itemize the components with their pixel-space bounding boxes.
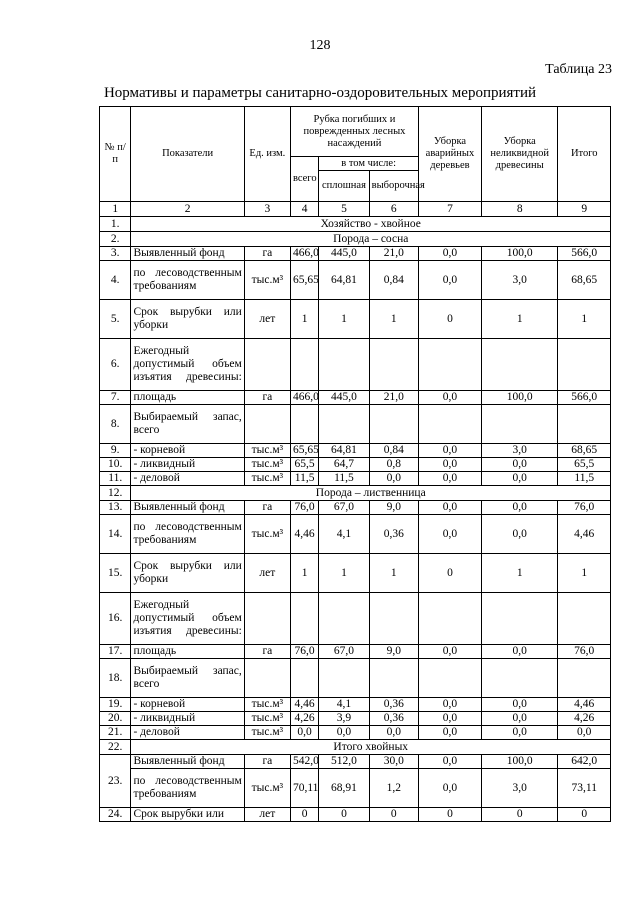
row-number: 1. bbox=[100, 217, 131, 232]
indicator-label: Срок вырубки или уборки bbox=[131, 554, 244, 593]
table-row bbox=[100, 769, 611, 808]
section-title: Хозяйство - хвойное bbox=[131, 217, 611, 232]
indicator-label: Срок вырубки или уборки bbox=[131, 300, 244, 339]
value-cell: 0,0 bbox=[481, 726, 558, 740]
value-cell: 0 bbox=[558, 808, 611, 822]
table-row bbox=[100, 247, 611, 261]
value-cell bbox=[418, 659, 481, 698]
indicator-label: - деловой bbox=[131, 472, 244, 486]
row-number: 4. bbox=[100, 261, 131, 300]
value-cell: 0,0 bbox=[369, 472, 418, 486]
value-cell: 1 bbox=[558, 554, 611, 593]
indicator-label: Выявленный фонд bbox=[131, 501, 244, 515]
value-cell: 76,0 bbox=[290, 645, 318, 659]
value-cell: 64,7 bbox=[319, 458, 369, 472]
value-cell: 1 bbox=[369, 554, 418, 593]
value-cell: 1 bbox=[369, 300, 418, 339]
table-row bbox=[100, 405, 611, 444]
value-cell: 9,0 bbox=[369, 501, 418, 515]
value-cell: 0,36 bbox=[369, 515, 418, 554]
value-cell: 68,65 bbox=[558, 444, 611, 458]
indicator-label: Выбираемый запас, всего bbox=[131, 405, 244, 444]
indicator-label: Ежегодный допустимый объем изъятия древесины: bbox=[131, 593, 244, 645]
section-title: Итого хвойных bbox=[131, 740, 611, 755]
value-cell: 0,0 bbox=[418, 712, 481, 726]
value-cell: 11,5 bbox=[290, 472, 318, 486]
value-cell: 445,0 bbox=[319, 247, 369, 261]
value-cell: 0,0 bbox=[290, 726, 318, 740]
value-cell: 11,5 bbox=[319, 472, 369, 486]
row-number: 3. bbox=[100, 247, 131, 261]
value-cell bbox=[369, 405, 418, 444]
unit-cell: лет bbox=[244, 808, 290, 822]
col-number: 5 bbox=[319, 202, 369, 217]
value-cell: 1 bbox=[319, 300, 369, 339]
section-row bbox=[100, 232, 611, 247]
table-row bbox=[100, 458, 611, 472]
header-selective: выборочная bbox=[369, 171, 418, 202]
row-number: 7. bbox=[100, 391, 131, 405]
indicator-label: Выявленный фонд bbox=[131, 247, 244, 261]
col-number: 9 bbox=[558, 202, 611, 217]
indicator-label: Выявленный фонд bbox=[131, 755, 244, 769]
value-cell: 0,84 bbox=[369, 444, 418, 458]
unit-cell: тыс.м³ bbox=[244, 712, 290, 726]
value-cell: 0,0 bbox=[369, 726, 418, 740]
table-row bbox=[100, 300, 611, 339]
value-cell: 100,0 bbox=[481, 755, 558, 769]
header-itogo: Итого bbox=[558, 107, 611, 202]
table-row bbox=[100, 808, 611, 822]
col-number: 1 bbox=[100, 202, 131, 217]
value-cell: 30,0 bbox=[369, 755, 418, 769]
indicator-label: - деловой bbox=[131, 726, 244, 740]
col-number: 4 bbox=[290, 202, 318, 217]
row-number: 19. bbox=[100, 698, 131, 712]
unit-cell: га bbox=[244, 645, 290, 659]
value-cell: 542,0 bbox=[290, 755, 318, 769]
value-cell: 0,0 bbox=[481, 712, 558, 726]
value-cell: 3,0 bbox=[481, 769, 558, 808]
indicator-label: Срок вырубки или bbox=[131, 808, 244, 822]
value-cell: 9,0 bbox=[369, 645, 418, 659]
value-cell: 1 bbox=[290, 554, 318, 593]
value-cell: 0 bbox=[418, 554, 481, 593]
row-number: 15. bbox=[100, 554, 131, 593]
value-cell: 4,46 bbox=[290, 515, 318, 554]
row-number: 12. bbox=[100, 486, 131, 501]
table-row bbox=[100, 515, 611, 554]
header-indicator: Показатели bbox=[131, 107, 244, 202]
row-number: 6. bbox=[100, 339, 131, 391]
value-cell bbox=[290, 593, 318, 645]
value-cell: 642,0 bbox=[558, 755, 611, 769]
value-cell: 0,0 bbox=[481, 698, 558, 712]
table-row bbox=[100, 659, 611, 698]
unit-cell bbox=[244, 593, 290, 645]
value-cell: 0,84 bbox=[369, 261, 418, 300]
value-cell: 445,0 bbox=[319, 391, 369, 405]
value-cell bbox=[558, 405, 611, 444]
table-label: Таблица 23 bbox=[545, 62, 612, 77]
value-cell: 65,5 bbox=[558, 458, 611, 472]
header-illiquid: Уборка неликвидной древесины bbox=[481, 107, 558, 202]
unit-cell: тыс.м³ bbox=[244, 769, 290, 808]
row-number: 22. bbox=[100, 740, 131, 755]
indicator-label: площадь bbox=[131, 645, 244, 659]
table-body bbox=[100, 217, 611, 822]
indicator-label: - корневой bbox=[131, 444, 244, 458]
value-cell: 73,11 bbox=[558, 769, 611, 808]
row-number: 24. bbox=[100, 808, 131, 822]
value-cell: 1 bbox=[558, 300, 611, 339]
table-row bbox=[100, 444, 611, 458]
table-row bbox=[100, 712, 611, 726]
value-cell: 0,0 bbox=[418, 472, 481, 486]
section-title: Порода – лиственница bbox=[131, 486, 611, 501]
unit-cell: тыс.м³ bbox=[244, 444, 290, 458]
value-cell bbox=[481, 405, 558, 444]
value-cell: 70,11 bbox=[290, 769, 318, 808]
table-row bbox=[100, 501, 611, 515]
value-cell: 0 bbox=[418, 808, 481, 822]
value-cell: 21,0 bbox=[369, 391, 418, 405]
header-incl: в том числе: bbox=[319, 157, 419, 171]
row-number: 2. bbox=[100, 232, 131, 247]
row-number: 14. bbox=[100, 515, 131, 554]
value-cell: 0,0 bbox=[319, 726, 369, 740]
table-row bbox=[100, 645, 611, 659]
indicator-label: по лесоводственным требованиям bbox=[131, 515, 244, 554]
value-cell: 512,0 bbox=[319, 755, 369, 769]
unit-cell: лет bbox=[244, 300, 290, 339]
value-cell: 0 bbox=[369, 808, 418, 822]
value-cell: 0,0 bbox=[418, 391, 481, 405]
value-cell bbox=[418, 593, 481, 645]
unit-cell: тыс.м³ bbox=[244, 726, 290, 740]
unit-cell: га bbox=[244, 501, 290, 515]
indicator-label: по лесоводственным требованиям bbox=[131, 769, 244, 808]
value-cell: 0,0 bbox=[481, 472, 558, 486]
value-cell bbox=[418, 339, 481, 391]
value-cell bbox=[319, 659, 369, 698]
unit-cell: га bbox=[244, 247, 290, 261]
unit-cell: тыс.м³ bbox=[244, 472, 290, 486]
table-row bbox=[100, 698, 611, 712]
row-number: 9. bbox=[100, 444, 131, 458]
value-cell bbox=[369, 339, 418, 391]
value-cell: 0,0 bbox=[558, 726, 611, 740]
value-cell: 65,5 bbox=[290, 458, 318, 472]
value-cell: 0,0 bbox=[418, 726, 481, 740]
value-cell bbox=[319, 405, 369, 444]
value-cell: 76,0 bbox=[290, 501, 318, 515]
unit-cell bbox=[244, 405, 290, 444]
unit-cell bbox=[244, 659, 290, 698]
value-cell: 566,0 bbox=[558, 247, 611, 261]
value-cell bbox=[369, 659, 418, 698]
header-felling-group: Рубка погибших и поврежденных лесных насаждений bbox=[290, 107, 418, 157]
value-cell: 67,0 bbox=[319, 645, 369, 659]
value-cell: 3,9 bbox=[319, 712, 369, 726]
value-cell: 0,0 bbox=[481, 645, 558, 659]
value-cell: 0,0 bbox=[481, 501, 558, 515]
column-number-row bbox=[100, 202, 611, 217]
value-cell: 76,0 bbox=[558, 645, 611, 659]
row-number: 20. bbox=[100, 712, 131, 726]
value-cell: 1 bbox=[319, 554, 369, 593]
col-number: 3 bbox=[244, 202, 290, 217]
col-number: 7 bbox=[418, 202, 481, 217]
value-cell bbox=[481, 659, 558, 698]
value-cell: 4,26 bbox=[290, 712, 318, 726]
value-cell: 1 bbox=[481, 554, 558, 593]
value-cell bbox=[369, 593, 418, 645]
value-cell: 0,0 bbox=[418, 755, 481, 769]
row-number: 21. bbox=[100, 726, 131, 740]
unit-cell: тыс.м³ bbox=[244, 698, 290, 712]
header-num: № п/п bbox=[100, 107, 131, 202]
value-cell: 68,65 bbox=[558, 261, 611, 300]
value-cell: 1 bbox=[481, 300, 558, 339]
value-cell: 0,0 bbox=[418, 515, 481, 554]
row-number: 10. bbox=[100, 458, 131, 472]
unit-cell: тыс.м³ bbox=[244, 458, 290, 472]
col-number: 8 bbox=[481, 202, 558, 217]
col-number: 6 bbox=[369, 202, 418, 217]
value-cell: 64,81 bbox=[319, 261, 369, 300]
value-cell bbox=[481, 339, 558, 391]
value-cell bbox=[558, 339, 611, 391]
value-cell bbox=[558, 593, 611, 645]
value-cell: 0,0 bbox=[418, 261, 481, 300]
value-cell: 3,0 bbox=[481, 444, 558, 458]
table-row bbox=[100, 554, 611, 593]
value-cell: 0 bbox=[319, 808, 369, 822]
section-row bbox=[100, 486, 611, 501]
value-cell bbox=[290, 405, 318, 444]
value-cell: 4,26 bbox=[558, 712, 611, 726]
value-cell: 0,0 bbox=[418, 698, 481, 712]
value-cell bbox=[481, 593, 558, 645]
value-cell bbox=[290, 339, 318, 391]
value-cell: 4,1 bbox=[319, 515, 369, 554]
value-cell bbox=[290, 659, 318, 698]
section-row bbox=[100, 217, 611, 232]
row-number: 13. bbox=[100, 501, 131, 515]
value-cell: 4,46 bbox=[290, 698, 318, 712]
value-cell: 0,0 bbox=[481, 515, 558, 554]
header-total-felling: всего bbox=[290, 157, 318, 202]
indicator-label: - ликвидный bbox=[131, 712, 244, 726]
value-cell: 65,65 bbox=[290, 444, 318, 458]
unit-cell: тыс.м³ bbox=[244, 515, 290, 554]
unit-cell: тыс.м³ bbox=[244, 261, 290, 300]
value-cell: 100,0 bbox=[481, 391, 558, 405]
row-number: 11. bbox=[100, 472, 131, 486]
table-row bbox=[100, 593, 611, 645]
value-cell: 11,5 bbox=[558, 472, 611, 486]
value-cell: 0,36 bbox=[369, 712, 418, 726]
value-cell: 0 bbox=[481, 808, 558, 822]
value-cell: 21,0 bbox=[369, 247, 418, 261]
table-row bbox=[100, 261, 611, 300]
value-cell: 0 bbox=[418, 300, 481, 339]
value-cell: 0,0 bbox=[418, 247, 481, 261]
value-cell bbox=[319, 339, 369, 391]
value-cell: 65,65 bbox=[290, 261, 318, 300]
row-number: 8. bbox=[100, 405, 131, 444]
table-row bbox=[100, 339, 611, 391]
value-cell: 68,91 bbox=[319, 769, 369, 808]
value-cell: 0,0 bbox=[418, 645, 481, 659]
row-number: 17. bbox=[100, 645, 131, 659]
header-windfall: Уборка аварийных деревьев bbox=[418, 107, 481, 202]
value-cell: 64,81 bbox=[319, 444, 369, 458]
value-cell: 566,0 bbox=[558, 391, 611, 405]
table-row bbox=[100, 391, 611, 405]
value-cell: 0,0 bbox=[418, 444, 481, 458]
value-cell: 0,0 bbox=[481, 458, 558, 472]
table-title: Нормативы и параметры санитарно-оздоровительных мероприятий bbox=[103, 85, 537, 101]
value-cell: 0 bbox=[290, 808, 318, 822]
value-cell bbox=[418, 405, 481, 444]
value-cell: 1,2 bbox=[369, 769, 418, 808]
value-cell: 4,46 bbox=[558, 698, 611, 712]
value-cell: 76,0 bbox=[558, 501, 611, 515]
value-cell: 100,0 bbox=[481, 247, 558, 261]
value-cell: 466,0 bbox=[290, 391, 318, 405]
header-unit: Ед. изм. bbox=[244, 107, 290, 202]
value-cell: 466,0 bbox=[290, 247, 318, 261]
row-number: 5. bbox=[100, 300, 131, 339]
row-number: 18. bbox=[100, 659, 131, 698]
unit-cell: лет bbox=[244, 554, 290, 593]
value-cell: 0,8 bbox=[369, 458, 418, 472]
value-cell: 0,0 bbox=[418, 501, 481, 515]
value-cell: 1 bbox=[290, 300, 318, 339]
row-number: 16. bbox=[100, 593, 131, 645]
value-cell bbox=[558, 659, 611, 698]
value-cell: 0,0 bbox=[418, 769, 481, 808]
section-row bbox=[100, 740, 611, 755]
table-row bbox=[100, 755, 611, 769]
value-cell: 4,1 bbox=[319, 698, 369, 712]
value-cell: 4,46 bbox=[558, 515, 611, 554]
value-cell: 3,0 bbox=[481, 261, 558, 300]
value-cell: 67,0 bbox=[319, 501, 369, 515]
unit-cell bbox=[244, 339, 290, 391]
col-number: 2 bbox=[131, 202, 244, 217]
indicator-label: Ежегодный допустимый объем изъятия древесины: bbox=[131, 339, 244, 391]
table-row bbox=[100, 472, 611, 486]
table-header bbox=[100, 107, 611, 217]
value-cell: 0,0 bbox=[418, 458, 481, 472]
table-row bbox=[100, 726, 611, 740]
value-cell: 0,36 bbox=[369, 698, 418, 712]
row-number: 23. bbox=[100, 755, 131, 808]
indicator-label: - ликвидный bbox=[131, 458, 244, 472]
indicator-label: Выбираемый запас, всего bbox=[131, 659, 244, 698]
section-title: Порода – сосна bbox=[131, 232, 611, 247]
page-number: 128 bbox=[309, 38, 331, 53]
indicator-label: по лесоводственным требованиям bbox=[131, 261, 244, 300]
header-clear: сплошная bbox=[319, 171, 369, 202]
indicator-label: площадь bbox=[131, 391, 244, 405]
unit-cell: га bbox=[244, 391, 290, 405]
value-cell bbox=[319, 593, 369, 645]
norms-table bbox=[99, 106, 611, 822]
indicator-label: - корневой bbox=[131, 698, 244, 712]
unit-cell: га bbox=[244, 755, 290, 769]
